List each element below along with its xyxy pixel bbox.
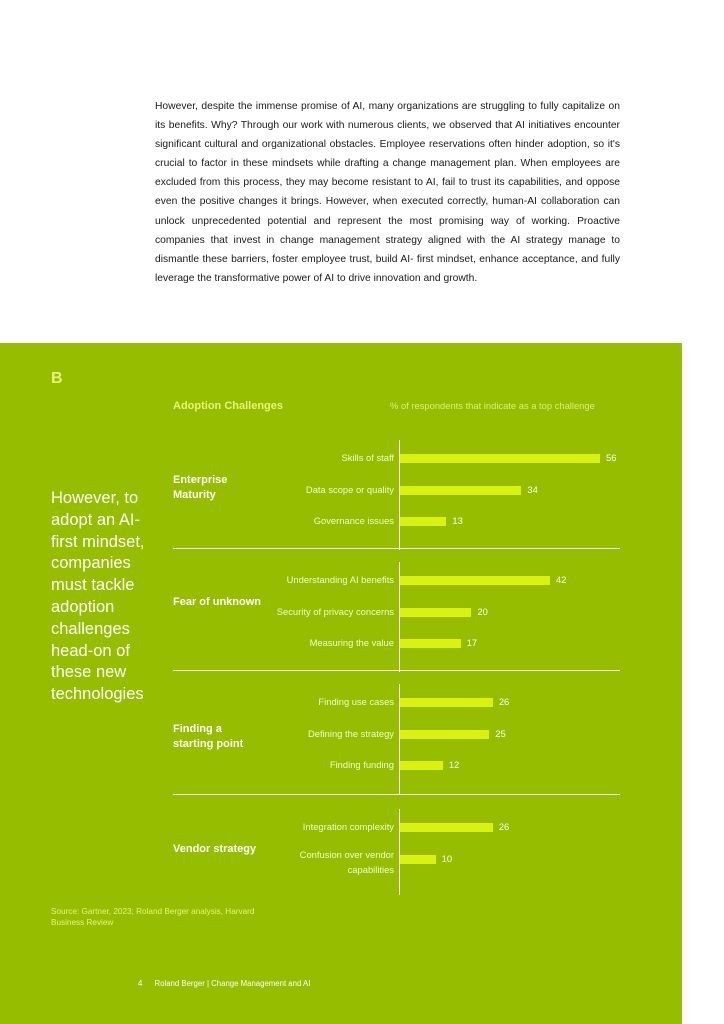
group-divider — [173, 794, 620, 795]
bar-label: Integration complexity — [302, 821, 394, 832]
chart-bar — [400, 517, 446, 526]
chart-bar — [400, 823, 493, 832]
bar-value-label: 17 — [466, 637, 478, 649]
bar-label: Skills of staff — [341, 452, 394, 463]
footer-text: Roland Berger | Change Management and AI — [154, 979, 311, 988]
chart-bar — [400, 486, 521, 495]
group-label: Vendor strategy — [173, 843, 257, 855]
group-divider — [173, 548, 620, 549]
chart-bar — [400, 454, 600, 463]
bar-label: Confusion over vendor capabilities — [299, 848, 394, 875]
chart-bar — [400, 698, 493, 707]
bar-label: Finding funding — [329, 759, 394, 771]
chart-bar — [400, 730, 489, 739]
page-number: 4 — [138, 979, 143, 988]
bar-value-label: 25 — [495, 727, 506, 739]
bar-label: Understanding AI benefits — [286, 574, 394, 585]
chart-title: Adoption Challenges — [173, 400, 283, 412]
chart-bar — [400, 608, 471, 617]
bar-label: Security of privacy concerns — [276, 605, 394, 617]
chart-bar — [400, 761, 443, 770]
exhibit-panel — [0, 343, 682, 1024]
bar-label: Data scope or quality — [305, 483, 394, 495]
bar-label: Defining the strategy — [308, 727, 394, 739]
bar-value-label: 42 — [556, 574, 567, 585]
bar-value-label: 34 — [527, 483, 538, 495]
group-label: Fear of unknown — [173, 596, 261, 608]
bar-value-label: 12 — [448, 759, 460, 771]
bar-value-label: 56 — [606, 452, 617, 463]
bar-value-label: 26 — [498, 821, 510, 832]
group-label: Finding a starting point — [173, 723, 244, 750]
group-divider — [173, 670, 620, 671]
exhibit-letter: B — [51, 370, 63, 387]
page-footer — [138, 979, 310, 988]
group-label: Enterprise Maturity — [173, 474, 228, 501]
bar-value-label: 10 — [441, 852, 453, 864]
pull-quote: However, to adopt an AI-first mindset, companies must tackle adoption challenges head-on of these new technologies — [51, 489, 145, 704]
bar-value-label: 26 — [498, 696, 510, 707]
chart-unit-note: % of respondents that indicate as a top challenge — [390, 400, 595, 411]
chart-bar — [400, 639, 461, 648]
intro-paragraph: However, despite the immense promise of AI, many organizations are struggling to fully capitalize on its benefits. Why? Through our work with numerous clients, we observed that AI initiatives encounter significant cultural and organizational obstacles. Employee reservations often hinder adoption, so it's crucial to factor in these mindsets while drafting a change management plan. When employees are excluded from this process, they may become resistant to AI, fail to trust its capabilities, and oppose even the positive changes it brings. However, when executed correctly, human-AI collaboration can unlock unprecedented potential and represent the most promising way of working. Proactive companies that invest in change management strategy aligned with the AI strategy manage to dismantle these barriers, foster employee trust, build AI- first mindset, enhance acceptance, and fully leverage the transformative power of AI to drive innovation and growth. — [155, 101, 620, 284]
bar-label: Finding use cases — [318, 696, 394, 707]
bar-value-label: 13 — [452, 515, 463, 527]
chart-axis-line — [399, 809, 400, 895]
chart-bar — [400, 576, 550, 585]
bar-label: Governance issues — [313, 515, 394, 527]
source-note: Source: Gartner, 2023; Roland Berger analysis, Harvard Business Review — [51, 907, 255, 928]
bar-value-label: 20 — [477, 605, 488, 617]
chart-bar — [400, 855, 436, 864]
bar-label: Measuring the value — [309, 637, 394, 649]
